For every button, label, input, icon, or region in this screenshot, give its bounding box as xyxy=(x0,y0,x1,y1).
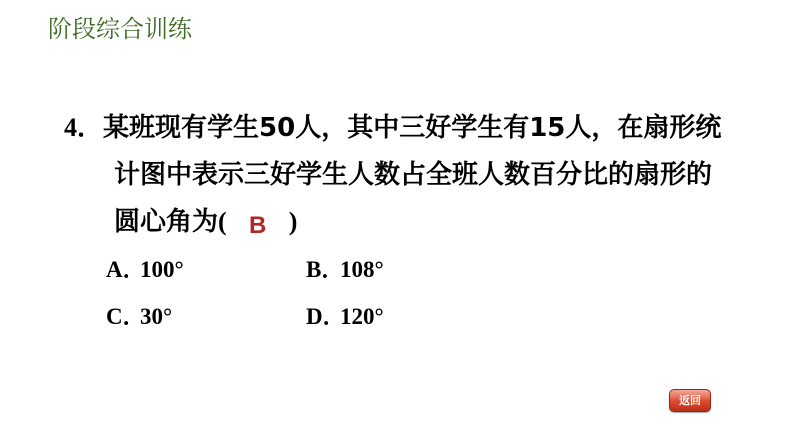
option-a xyxy=(106,255,184,285)
option-b-letter: B． xyxy=(306,257,345,282)
answer-value: B xyxy=(249,212,267,239)
back-button[interactable]: 返回 xyxy=(669,389,711,412)
section-title: 阶段综合训练 xyxy=(48,15,192,43)
option-c-value: 30° xyxy=(140,304,173,329)
option-a-letter: A． xyxy=(106,257,146,282)
option-d-letter: D． xyxy=(306,304,346,329)
option-a-value: 100° xyxy=(140,257,184,282)
question-line-3 xyxy=(114,205,297,240)
question-line-1 xyxy=(64,111,721,145)
option-b-value: 108° xyxy=(340,257,384,282)
question-text-line-1: 某班现有学生50人，其中三好学生有15人，在扇形统 xyxy=(103,113,722,143)
option-b xyxy=(306,255,384,285)
option-d-value: 120° xyxy=(340,304,384,329)
option-d xyxy=(306,302,384,332)
answer-paren-open: ( xyxy=(218,207,227,236)
question-number: 4 xyxy=(64,113,77,142)
answer-paren-close: ) xyxy=(288,207,298,236)
question-text-line-3: 圆心角为 xyxy=(114,207,219,237)
option-c xyxy=(106,302,172,332)
question-line-2: 计图中表示三好学生人数占全班人数百分比的扇形的 xyxy=(114,160,713,190)
option-c-letter: C． xyxy=(106,304,146,329)
question-number-separator: ． xyxy=(77,113,104,143)
